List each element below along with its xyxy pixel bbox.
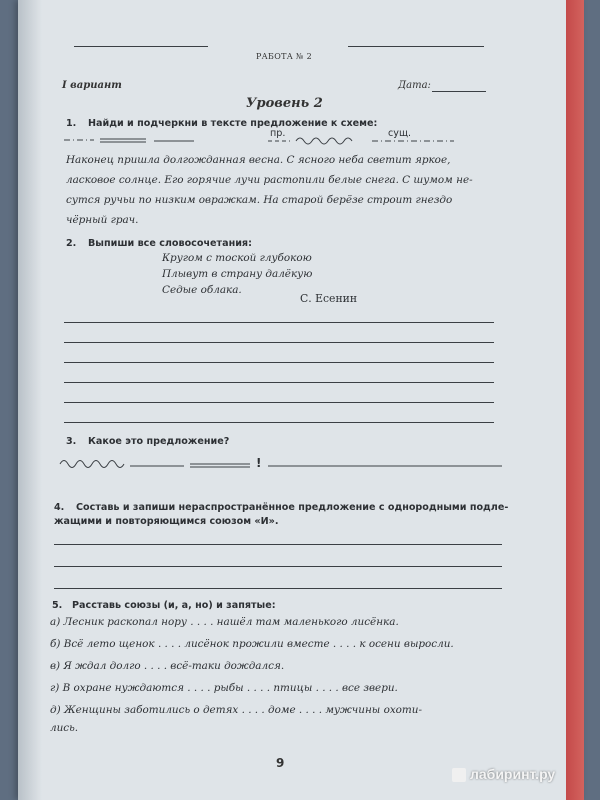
task5-number: 5. [52, 600, 63, 611]
exclamation-mark: ! [256, 456, 262, 470]
task1-number: 1. [66, 118, 77, 129]
task1-paragraph-line-4: чёрный грач. [66, 214, 139, 226]
date-label: Дата: [398, 80, 431, 91]
poem-author: С. Есенин [300, 292, 358, 305]
answer-line[interactable] [54, 566, 502, 567]
scheme-wavy-line [296, 138, 352, 144]
task4-instruction-line-1: Составь и запиши нераспространённое предложение с однородными подле- [76, 502, 509, 513]
scheme-pr-label: пр. [270, 128, 286, 139]
task5-item-g: г) В охране нуждаются . . . . рыбы . . . . птицы . . . . все звери. [50, 682, 398, 694]
task1-paragraph-line-1: Наконец пришла долгожданная весна. С ясного неба светит яркое, [66, 154, 451, 166]
next-page-edge [566, 0, 584, 800]
poem-line-1: Кругом с тоской глубокою [162, 252, 312, 264]
header-title: РАБОТА № 2 [256, 52, 313, 61]
task5-item-d-continuation: лись. [50, 722, 79, 734]
task3-number: 3. [66, 436, 77, 447]
task3-scheme [58, 454, 504, 474]
watermark: лабиринт.ру [470, 766, 556, 782]
date-field-line[interactable] [432, 91, 486, 92]
page-number: 9 [276, 756, 285, 770]
task5-item-d: д) Женщины заботились о детях . . . . доме . . . . мужчины охоти- [50, 704, 422, 716]
page-curl-shadow [18, 0, 42, 800]
poem-line-2: Плывут в страну далёкую [162, 268, 313, 280]
answer-line[interactable] [64, 322, 494, 323]
task3-instruction: Какое это предложение? [88, 436, 230, 447]
poem-line-3: Седые облака. [162, 284, 242, 296]
variant-label: I вариант [62, 80, 122, 91]
workbook-page [18, 0, 584, 800]
task4-instruction-line-2: жащими и повторяющимся союзом «И». [54, 516, 279, 527]
task1-paragraph-line-2: ласковое солнце. Его горячие лучи растопили белые снега. С шумом не- [66, 174, 473, 186]
task5-item-b: б) Всё лето щенок . . . . лисёнок прожили вместе . . . . к осени выросли. [50, 638, 454, 650]
answer-line[interactable] [64, 342, 494, 343]
task2-number: 2. [66, 238, 77, 249]
answer-line[interactable] [54, 544, 502, 545]
answer-line[interactable] [64, 422, 494, 423]
task1-instruction: Найди и подчеркни в тексте предложение к схеме: [88, 118, 378, 129]
scheme-wavy-line [60, 461, 124, 468]
task2-instruction: Выпиши все словосочетания: [88, 238, 252, 249]
answer-line[interactable] [64, 382, 494, 383]
labirint-logo-icon [452, 768, 466, 782]
answer-line[interactable] [64, 362, 494, 363]
level-title: Уровень 2 [246, 96, 323, 111]
task5-item-v: в) Я ждал долго . . . . всё-таки дождался. [50, 660, 285, 672]
task5-item-a: а) Лесник раскопал нору . . . . нашёл там маленького лисёнка. [50, 616, 399, 628]
answer-line[interactable] [64, 402, 494, 403]
answer-line[interactable] [54, 588, 502, 589]
scheme-sush-label: сущ. [388, 128, 412, 139]
header-line-left [74, 46, 208, 47]
task4-number: 4. [54, 502, 65, 513]
header-line-right [348, 46, 484, 47]
task5-instruction: Расставь союзы (и, а, но) и запятые: [72, 600, 276, 611]
task1-paragraph-line-3: сутся ручьи по низким овражкам. На старой берёзе строит гнездо [66, 194, 453, 206]
